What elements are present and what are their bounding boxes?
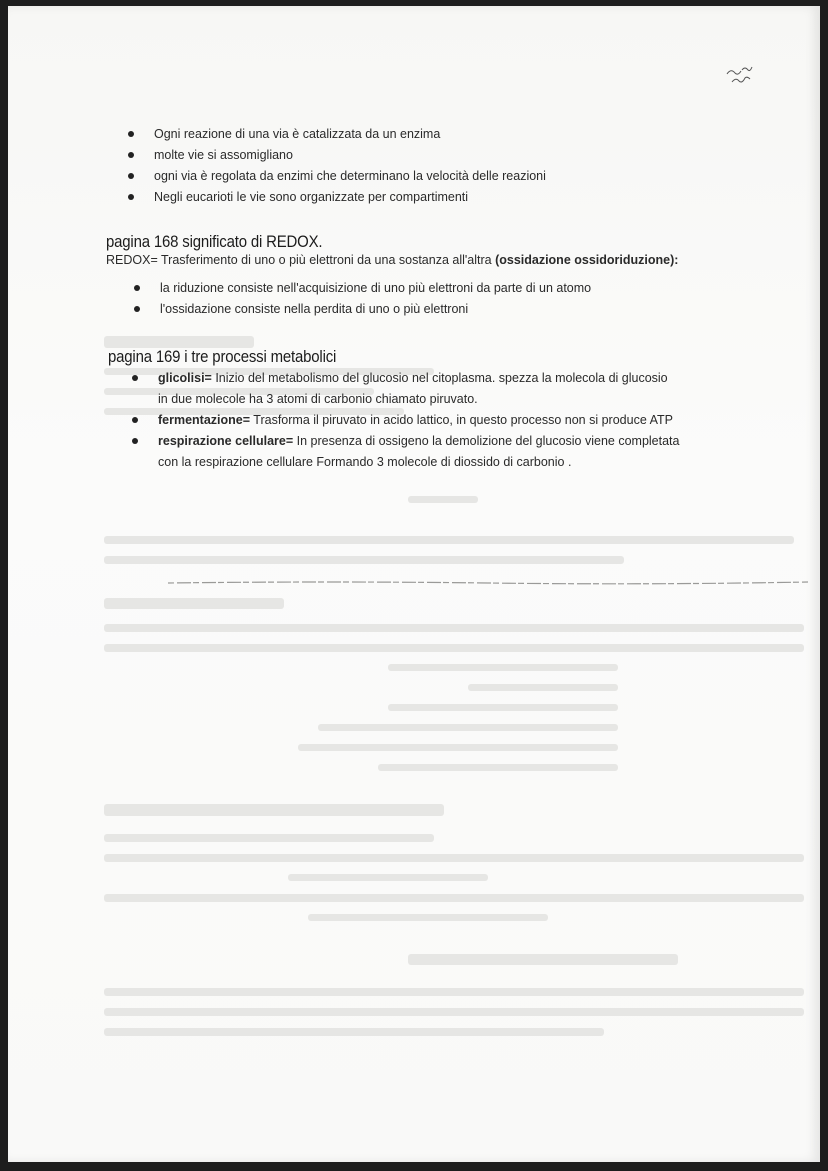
list-item	[154, 187, 714, 208]
list-item-text: Ogni reazione di una via è catalizzata da un enzima	[154, 127, 441, 141]
list-item-text: la riduzione consiste nell'acquisizione di uno più elettroni da parte di un atomo	[160, 281, 592, 295]
handwritten-corner-mark	[724, 62, 760, 88]
bullet-icon	[128, 194, 134, 200]
paper-page	[8, 6, 820, 1162]
list-item-text: l'ossidazione consiste nella perdita di uno o più elettroni	[160, 302, 469, 316]
section-heading-redox: pagina 168 significato di REDOX.	[106, 232, 323, 251]
section-heading-processes: pagina 169 i tre processi metabolici	[108, 347, 337, 366]
term-label: respirazione cellulare=	[158, 434, 294, 448]
bullet-icon	[128, 131, 134, 137]
list-item-text: ogni via è regolata da enzimi che determinano la velocità delle reazioni	[154, 169, 546, 183]
list-item	[158, 368, 738, 410]
list-item	[154, 145, 714, 166]
term-text: Trasforma il piruvato in acido lattico, in questo processo non si produce ATP	[250, 413, 673, 427]
paper-fold-crease	[168, 582, 808, 584]
bullet-icon	[132, 375, 138, 381]
list-item	[158, 431, 738, 473]
bullet-icon	[134, 285, 140, 291]
redox-definition-text: REDOX= Trasferimento di uno o più elettroni da una sostanza all'altra	[106, 253, 496, 267]
term-continuation: in due molecole ha 3 atomi di carbonio chiamato piruvato.	[158, 392, 478, 406]
list-item	[160, 278, 720, 299]
term-label: glicolisi=	[158, 371, 212, 385]
intro-bullet-list	[154, 124, 714, 208]
list-item	[160, 299, 720, 320]
term-text: In presenza di ossigeno la demolizione del glucosio viene completata	[293, 434, 680, 448]
list-item	[154, 166, 714, 187]
list-item-text: Negli eucarioti le vie sono organizzate per compartimenti	[154, 190, 469, 204]
list-item-text: molte vie si assomigliano	[154, 148, 293, 162]
redox-bullet-list	[160, 278, 720, 320]
term-label: fermentazione=	[158, 413, 251, 427]
redox-definition	[106, 253, 678, 267]
bullet-icon	[134, 306, 140, 312]
term-continuation: con la respirazione cellulare Formando 3 molecole di diossido di carbonio .	[158, 455, 572, 469]
bullet-icon	[132, 417, 138, 423]
term-text: Inizio del metabolismo del glucosio nel citoplasma. spezza la molecola di glucosio	[211, 371, 668, 385]
list-item	[158, 410, 738, 431]
list-item	[154, 124, 714, 145]
redox-definition-bold: (ossidazione ossidoriduzione):	[495, 253, 679, 267]
bullet-icon	[132, 438, 138, 444]
processes-bullet-list	[158, 368, 738, 473]
bullet-icon	[128, 152, 134, 158]
bullet-icon	[128, 173, 134, 179]
